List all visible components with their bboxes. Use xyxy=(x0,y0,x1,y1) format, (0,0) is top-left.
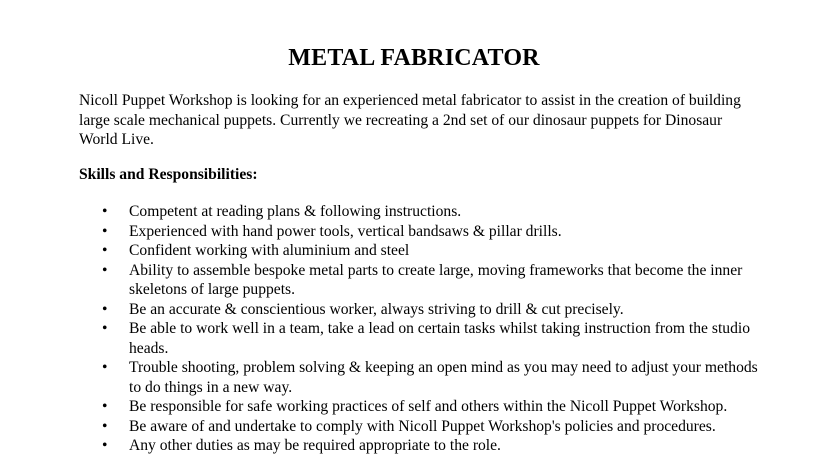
list-item xyxy=(100,202,760,222)
list-item xyxy=(100,417,760,437)
list-item xyxy=(100,222,760,242)
responsibilities-list xyxy=(100,202,760,456)
bullet-icon: • xyxy=(102,359,108,376)
list-item xyxy=(100,358,760,397)
list-item-text: Ability to assemble bespoke metal parts to create large, moving frameworks that become the inner skeletons of large puppets. xyxy=(129,261,743,298)
list-item xyxy=(100,319,760,358)
list-item-text: Be aware of and undertake to comply with Nicoll Puppet Workshop's policies and procedures. xyxy=(129,417,716,435)
intro-paragraph: Nicoll Puppet Workshop is looking for an experienced metal fabricator to assist in the creation of building large scale mechanical puppets. Currently we recreating a 2nd set of our dinosaur puppets for Dinosaur World Live. xyxy=(79,92,741,148)
page-title: METAL FABRICATOR xyxy=(288,45,540,71)
list-item-text: Be able to work well in a team, take a lead on certain tasks whilst taking instruction from the studio heads. xyxy=(129,320,750,357)
bullet-icon: • xyxy=(102,320,108,337)
list-item-text: Competent at reading plans & following instructions. xyxy=(129,203,462,220)
bullet-icon: • xyxy=(102,398,108,415)
list-item xyxy=(100,436,760,456)
bullet-icon: • xyxy=(102,242,108,259)
section-heading: Skills and Responsibilities: xyxy=(79,166,258,183)
bullet-icon: • xyxy=(102,300,108,318)
list-item-text: Confident working with aluminium and steel xyxy=(129,242,410,259)
bullet-icon: • xyxy=(102,203,108,220)
list-item-text: Trouble shooting, problem solving & keeping an open mind as you may need to adjust your methods to do things in a new way. xyxy=(129,359,758,396)
list-item-text: Be an accurate & conscientious worker, always striving to drill & cut precisely. xyxy=(129,300,624,318)
list-item xyxy=(100,261,760,300)
list-item-text: Be responsible for safe working practices of self and others within the Nicoll Puppet Workshop. xyxy=(129,398,728,415)
list-item xyxy=(100,241,760,261)
list-item xyxy=(100,300,760,320)
list-item-text: Any other duties as may be required appropriate to the role. xyxy=(129,437,501,454)
bullet-icon: • xyxy=(102,437,108,454)
bullet-icon: • xyxy=(102,222,108,240)
list-item-text: Experienced with hand power tools, vertical bandsaws & pillar drills. xyxy=(129,222,562,240)
bullet-icon: • xyxy=(102,261,108,279)
bullet-icon: • xyxy=(102,417,108,435)
list-item xyxy=(100,397,760,417)
